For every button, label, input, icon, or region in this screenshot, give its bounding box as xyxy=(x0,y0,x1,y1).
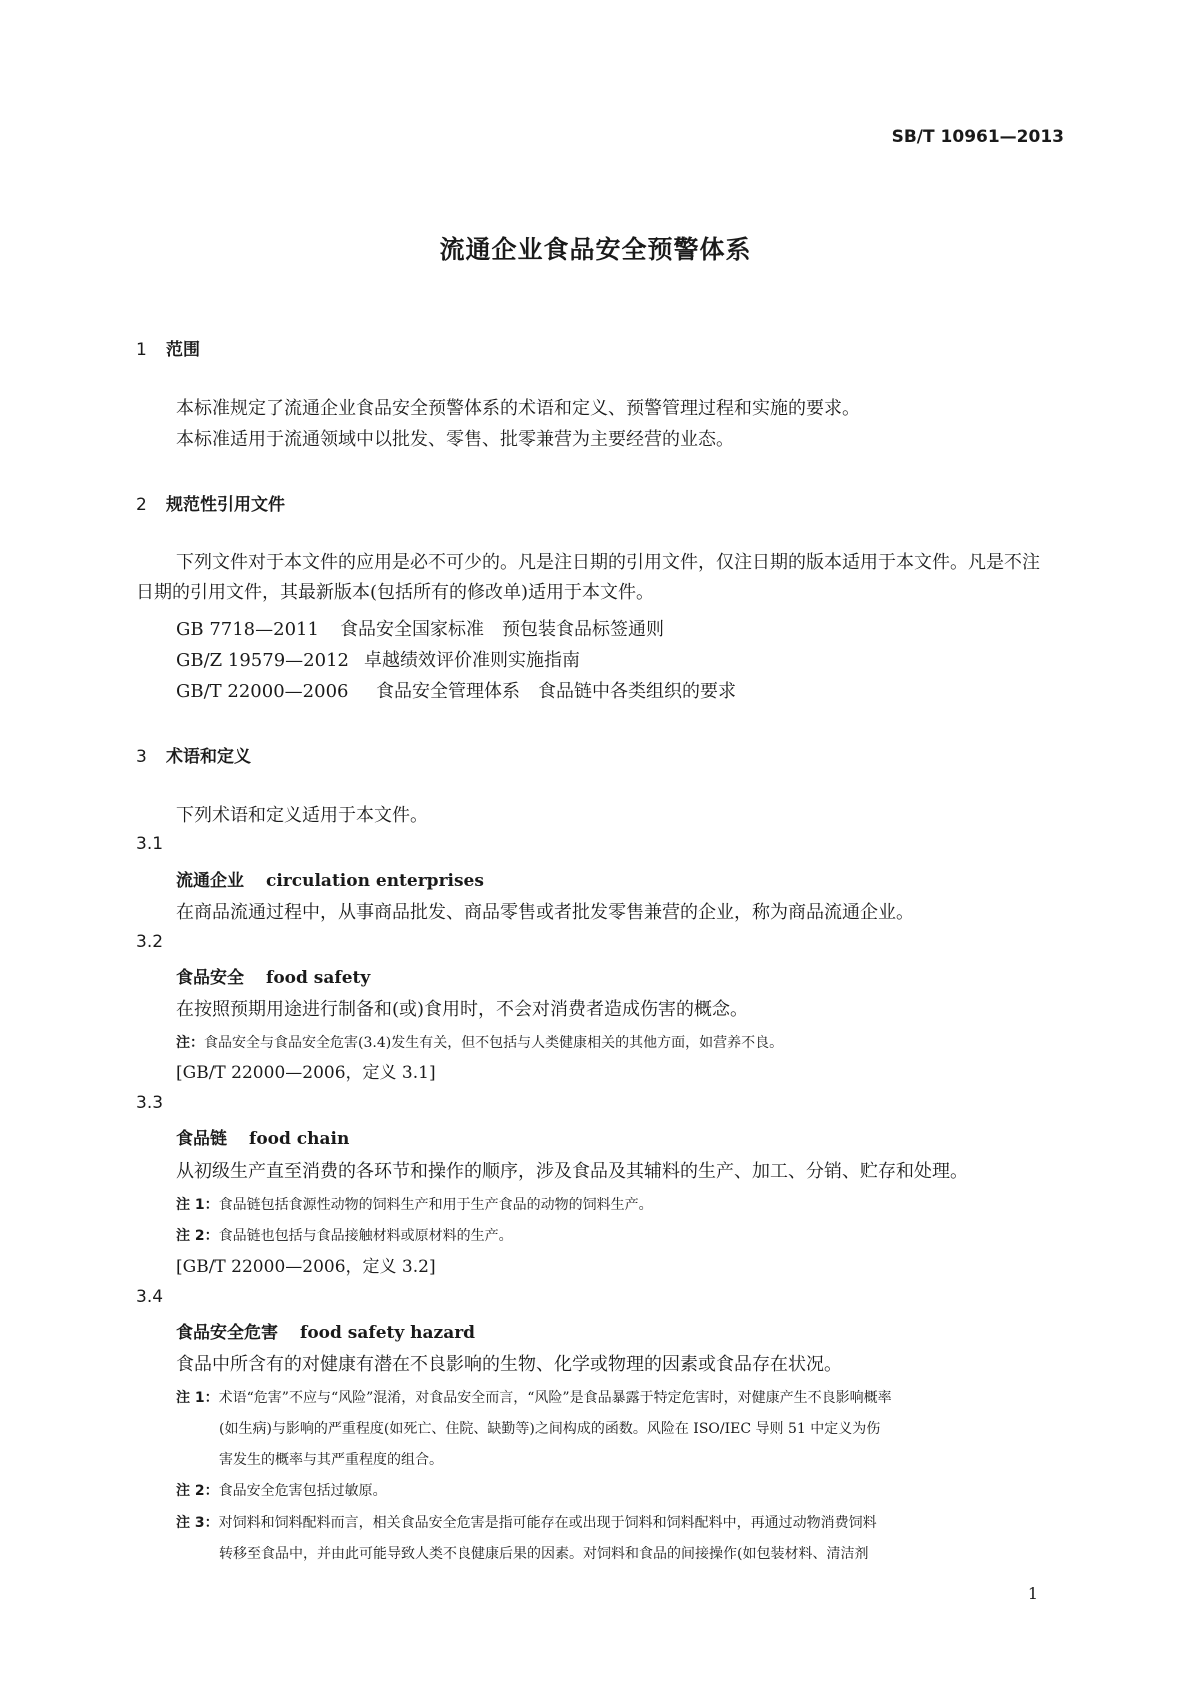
note-text: 食品安全危害包括过敏原。 xyxy=(218,1483,387,1499)
term-number: 3.2 xyxy=(136,932,164,952)
reference-title: 卓越绩效评价准则实施指南 xyxy=(364,650,580,671)
term-english: food safety hazard xyxy=(300,1323,476,1343)
term-note xyxy=(176,1480,387,1500)
note-label: 注： xyxy=(176,1035,204,1051)
standard-code: SB/T 10961—2013 xyxy=(891,127,1064,147)
term-number: 3.4 xyxy=(136,1287,164,1307)
term-note xyxy=(176,1194,653,1214)
term-chinese: 食品安全危害 xyxy=(176,1323,278,1343)
note-text: 术语“危害”不应与“风险”混淆，对食品安全而言，“风险”是食品暴露于特定危害时，对健康产生不良影响概率 xyxy=(218,1390,892,1406)
term-definition: 食品中所含有的对健康有潜在不良影响的生物、化学或物理的因素或食品存在状况。 xyxy=(176,1354,842,1375)
reference-code: GB/T 22000—2006 xyxy=(176,681,349,702)
term-title xyxy=(176,866,484,891)
term-number: 3.1 xyxy=(136,834,164,854)
term-english: food safety xyxy=(266,968,371,988)
section-1-heading xyxy=(136,335,200,360)
term-english: circulation enterprises xyxy=(266,871,484,891)
note-label: 注 1： xyxy=(176,1197,219,1213)
term-definition: 在按照预期用途进行制备和(或)食用时，不会对消费者造成伤害的概念。 xyxy=(176,999,749,1020)
section-2-intro: 下列文件对于本文件的应用是必不可少的。凡是注日期的引用文件，仅注日期的版本适用于本文件。凡是不注日期的引用文件，其最新版本(包括所有的修改单)适用于本文件。 xyxy=(136,552,1040,603)
reference-title: 食品安全管理体系 食品链中各类组织的要求 xyxy=(376,681,736,702)
section-title: 规范性引用文件 xyxy=(166,495,285,515)
note-text: 对饲料和饲料配料而言，相关食品安全危害是指可能存在或出现于饲料和饲料配料中，再通过动物消费饲料 xyxy=(218,1515,877,1531)
term-english: food chain xyxy=(249,1129,350,1149)
section-title: 范围 xyxy=(166,340,200,360)
term-title xyxy=(176,1318,475,1343)
section-2-heading xyxy=(136,490,285,515)
note-text: 食品链包括食源性动物的饲料生产和用于生产食品的动物的饲料生产。 xyxy=(218,1197,653,1213)
note-continuation: (如生病)与影响的严重程度(如死亡、住院、缺勤等)之间构成的函数。风险在 ISO/IEC 导则 51 中定义为伤 xyxy=(219,1421,881,1437)
note-text: 食品安全与食品安全危害(3.4)发生有关，但不包括与人类健康相关的其他方面，如营养不良。 xyxy=(204,1035,784,1051)
term-definition: 在商品流通过程中，从事商品批发、商品零售或者批发零售兼营的企业，称为商品流通企业。 xyxy=(176,902,914,923)
section-number: 2 xyxy=(136,495,147,515)
section-3-heading xyxy=(136,742,251,767)
reference-title: 食品安全国家标准 预包装食品标签通则 xyxy=(340,619,664,640)
section-3-intro: 下列术语和定义适用于本文件。 xyxy=(176,805,428,826)
note-continuation: 转移至食品中，并由此可能导致人类不良健康后果的因素。对饲料和食品的间接操作(如包装材料、清洁剂 xyxy=(219,1546,869,1562)
section-number: 3 xyxy=(136,747,147,767)
term-source: [GB/T 22000—2006，定义 3.2] xyxy=(176,1257,436,1277)
term-number: 3.3 xyxy=(136,1093,164,1113)
note-continuation: 害发生的概率与其严重程度的组合。 xyxy=(219,1452,443,1468)
note-label: 注 2： xyxy=(176,1228,219,1244)
section-number: 1 xyxy=(136,340,147,360)
reference-code: GB/Z 19579—2012 xyxy=(176,650,349,671)
note-label: 注 1： xyxy=(176,1390,219,1406)
normative-reference xyxy=(176,615,664,641)
term-definition: 从初级生产直至消费的各环节和操作的顺序，涉及食品及其辅料的生产、加工、分销、贮存和处理。 xyxy=(176,1161,968,1182)
term-chinese: 食品链 xyxy=(176,1129,227,1149)
note-label: 注 2： xyxy=(176,1483,219,1499)
document-title: 流通企业食品安全预警体系 xyxy=(439,235,752,264)
term-note xyxy=(176,1512,877,1532)
term-title xyxy=(176,1124,349,1149)
term-chinese: 食品安全 xyxy=(176,968,244,988)
note-label: 注 3： xyxy=(176,1515,219,1531)
section-1-paragraph: 本标准适用于流通领域中以批发、零售、批零兼营为主要经营的业态。 xyxy=(176,429,734,450)
term-note xyxy=(176,1225,513,1245)
term-note xyxy=(176,1387,892,1407)
page-number: 1 xyxy=(1027,1584,1038,1603)
section-1-paragraph: 本标准规定了流通企业食品安全预警体系的术语和定义、预警管理过程和实施的要求。 xyxy=(176,398,860,419)
section-title: 术语和定义 xyxy=(166,747,251,767)
term-note xyxy=(176,1032,783,1052)
normative-reference xyxy=(176,646,580,672)
reference-code: GB 7718—2011 xyxy=(176,619,319,640)
term-title xyxy=(176,963,370,988)
term-source: [GB/T 22000—2006，定义 3.1] xyxy=(176,1063,436,1083)
note-text: 食品链也包括与食品接触材料或原材料的生产。 xyxy=(218,1228,513,1244)
term-chinese: 流通企业 xyxy=(176,871,244,891)
normative-reference xyxy=(176,677,736,703)
